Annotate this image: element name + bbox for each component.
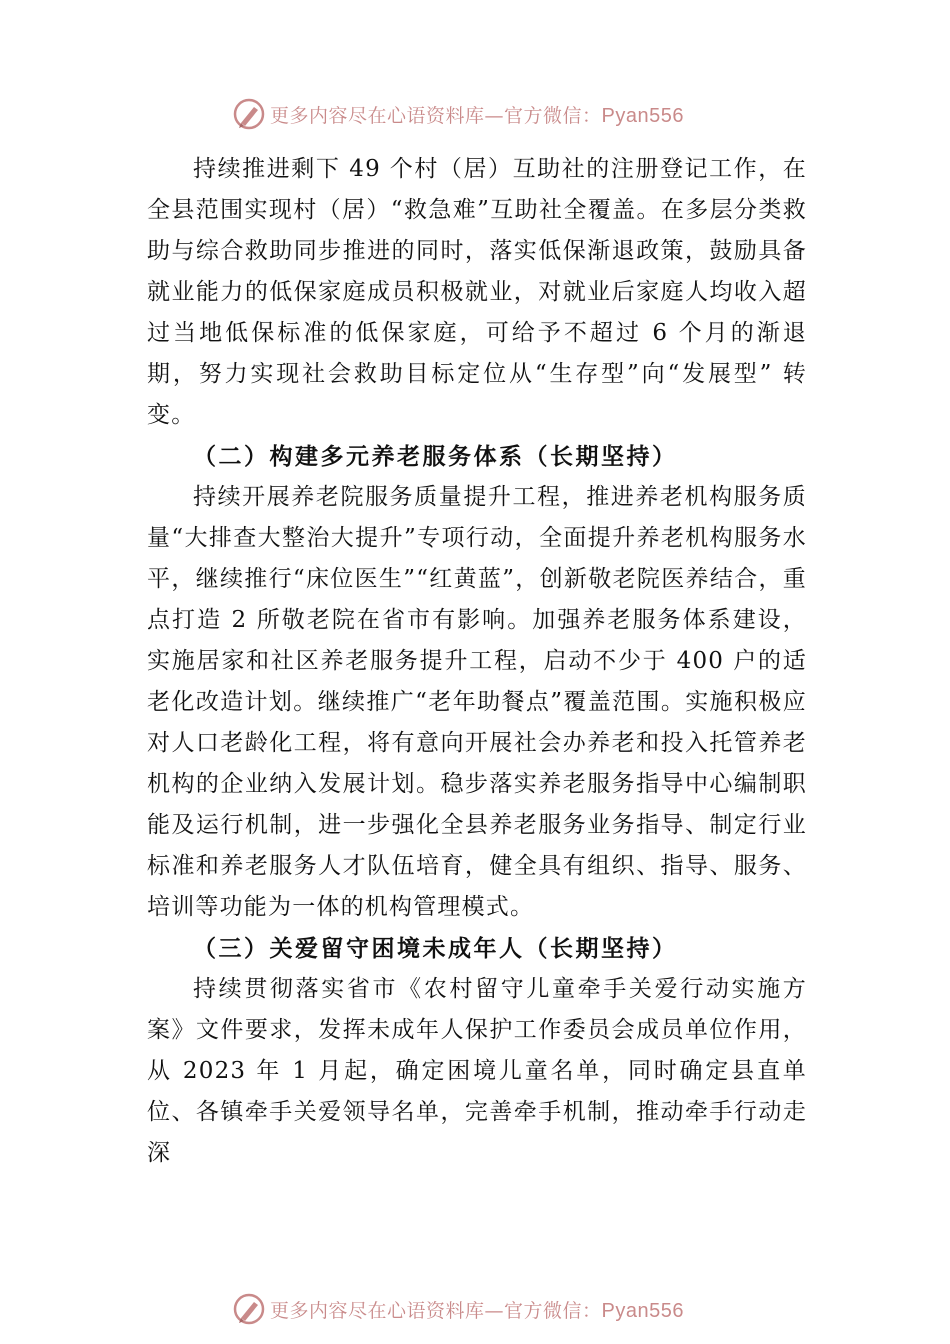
paragraph-elderly-care: 持续开展养老院服务质量提升工程，推进养老机构服务质量“大排查大整治大提升”专项行动，全面提升养老机构服务水平，继续推行“床位医生”“红黄蓝”，创新敬老院医养结合，重点打造 2 所敬老院在省市有影响。加强养老服务体系建设，实施居家和社区养老服务提升工程，启动不少于 400 户的适老化改造计划。继续推广“老年助餐点”覆盖范围。实施积极应对人口老龄化工程，将有意向开展社会办养老和投入托管养老机构的企业纳入发展计划。稳步落实养老服务指导中心编制职能及运行机制，进一步强化全县养老服务业务指导、制定行业标准和养老服务人才队伍培育，健全具有组织、指导、服务、培训等功能为一体的机构管理模式。: [147, 484, 807, 920]
document-body: [147, 149, 807, 1174]
watermark-header: [232, 94, 752, 134]
watermark-text: 更多内容尽在心语资料库—官方微信：Pyan556: [270, 1299, 684, 1322]
paragraph-minors: 持续贯彻落实省市《农村留守儿童牵手关爱行动实施方案》文件要求，发挥未成年人保护工作委员会成员单位作用，从 2023 年 1 月起，确定困境儿童名单，同时确定县直单位、各镇牵手关爱领导名单，完善牵手机制，推动牵手行动走深: [147, 976, 807, 1166]
pen-logo-icon: [232, 97, 266, 131]
watermark-handle: Pyan556: [601, 1299, 684, 1322]
watermark-text: 更多内容尽在心语资料库—官方微信：Pyan556: [270, 104, 684, 127]
watermark-handle: Pyan556: [601, 104, 684, 127]
section-heading-minors: （三）关爱留守困境未成年人（长期坚持）: [193, 935, 678, 962]
pen-logo-icon: [232, 1292, 266, 1326]
section-heading-elderly-care: （二）构建多元养老服务体系（长期坚持）: [193, 443, 678, 470]
paragraph-assistance: 持续推进剩下 49 个村（居）互助社的注册登记工作，在全县范围实现村（居）“救急难”互助社全覆盖。在多层分类救助与综合救助同步推进的同时，落实低保渐退政策，鼓励具备就业能力的低保家庭成员积极就业，对就业后家庭人均收入超过当地低保标准的低保家庭，可给予不超过 6 个月的渐退期，努力实现社会救助目标定位从“生存型”向“发展型” 转变。: [147, 156, 807, 428]
watermark-footer: [232, 1289, 752, 1329]
